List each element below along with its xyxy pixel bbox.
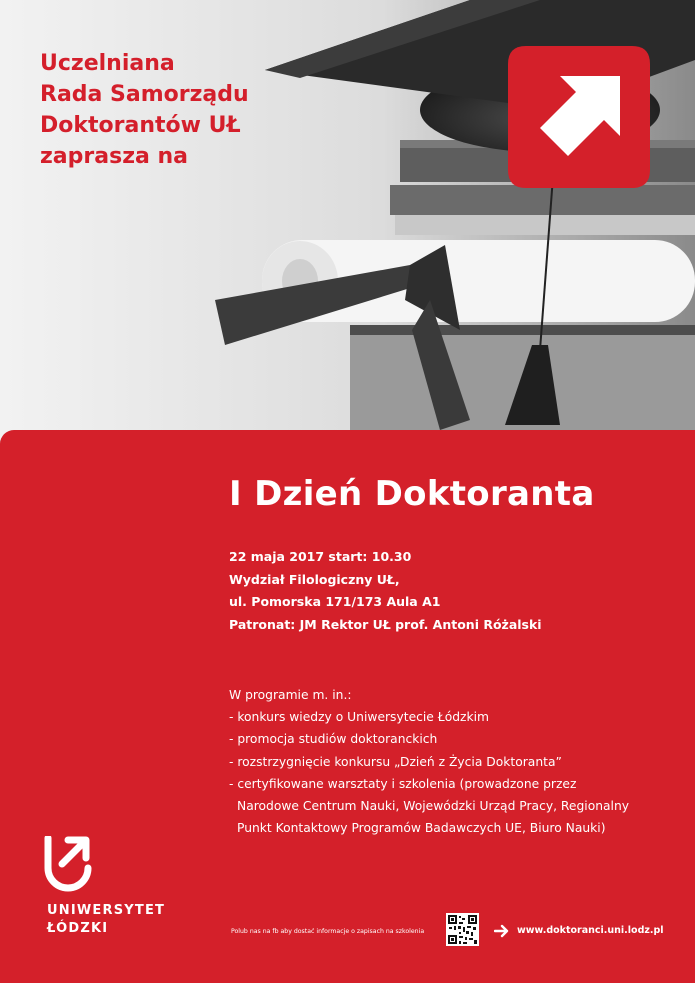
- event-detail-line: ul. Pomorska 171/173 Aula A1: [229, 594, 441, 609]
- program-item: - konkurs wiedzy o Uniwersytecie Łódzkim: [229, 710, 489, 725]
- organizer-line: Doktorantów UŁ: [40, 113, 241, 138]
- program-item: - promocja studiów doktoranckich: [229, 732, 438, 747]
- university-arrow-logo-icon: [40, 836, 92, 892]
- event-detail-line: 22 maja 2017 start: 10.30: [229, 549, 412, 564]
- event-details: [229, 546, 542, 636]
- event-title: I Dzień Doktoranta: [229, 474, 595, 514]
- arrow-right-icon: [494, 923, 510, 939]
- organizer-invitation: [40, 48, 249, 172]
- event-detail-line: Patronat: JM Rektor UŁ prof. Antoni Różalski: [229, 616, 542, 632]
- program-item-continuation: Narodowe Centrum Nauki, Wojewódzki Urząd Pracy, Regionalny: [237, 799, 630, 814]
- qr-code-icon: [446, 913, 479, 946]
- facebook-note: Polub nas na fb aby dostać informacje o zapisach na szkolenia: [231, 928, 425, 935]
- event-detail-line: Wydział Filologiczny UŁ,: [229, 571, 400, 587]
- program-list: [229, 684, 629, 839]
- program-intro: W programie m. in.:: [229, 688, 352, 702]
- university-name-line: UNIWERSYTET: [47, 903, 166, 918]
- program-item: - rozstrzygnięcie konkursu „Dzień z Życia Doktoranta”: [229, 754, 562, 769]
- organizer-line: zaprasza na: [40, 144, 189, 169]
- program-item: - certyfikowane warsztaty i szkolenia (prowadzone przez: [229, 776, 577, 791]
- organizer-line: Uczelniana: [40, 51, 175, 76]
- arrow-badge-icon: [508, 46, 650, 188]
- university-name-line: ŁÓDZKI: [47, 921, 109, 936]
- organizer-line: Rada Samorządu: [40, 82, 249, 107]
- website-link[interactable]: www.doktoranci.uni.lodz.pl: [517, 925, 664, 936]
- program-item-continuation: Punkt Kontaktowy Programów Badawczych UE, Biuro Nauki): [237, 821, 606, 836]
- university-name: [47, 902, 165, 938]
